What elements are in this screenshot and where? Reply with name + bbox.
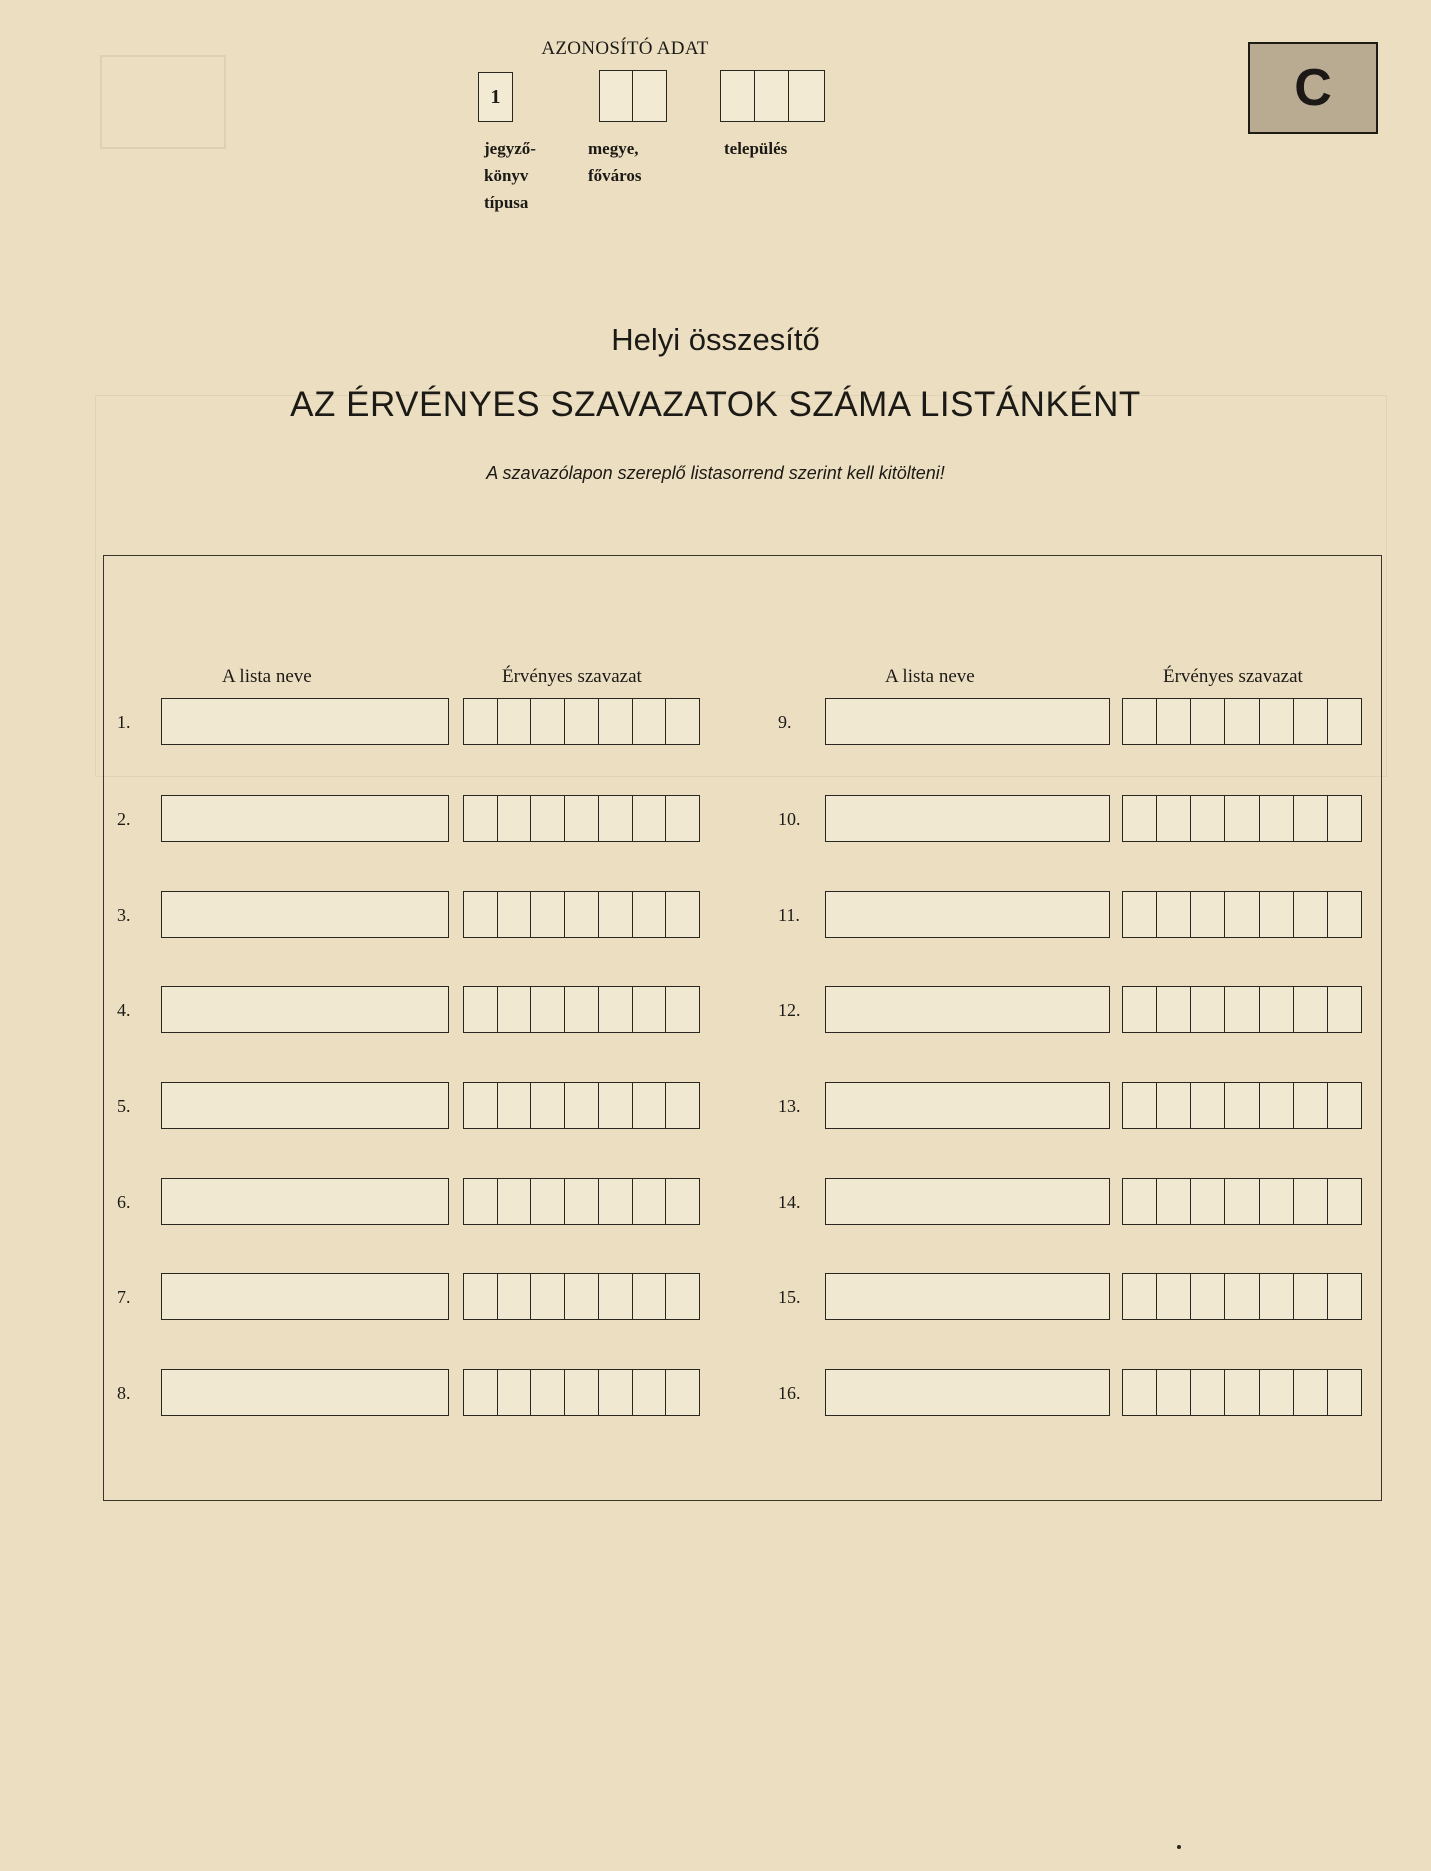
identifier-title: AZONOSÍTÓ ADAT bbox=[541, 38, 709, 59]
vote-digit-cell[interactable] bbox=[498, 1083, 532, 1128]
county-digit-1[interactable] bbox=[600, 71, 633, 121]
vote-digit-cell[interactable] bbox=[599, 1083, 633, 1128]
list-name-field[interactable] bbox=[161, 698, 449, 745]
vote-digit-cell[interactable] bbox=[1123, 892, 1157, 937]
vote-digit-cell[interactable] bbox=[531, 1274, 565, 1319]
vote-digit-cell[interactable] bbox=[1225, 1370, 1259, 1415]
paper-speck bbox=[1177, 1845, 1181, 1849]
vote-digit-cell[interactable] bbox=[1191, 796, 1225, 841]
vote-digit-cell[interactable] bbox=[1123, 1370, 1157, 1415]
vote-digit-cell[interactable] bbox=[1328, 699, 1361, 744]
ghost-show-through-logo bbox=[100, 55, 226, 149]
list-name-field[interactable] bbox=[825, 891, 1110, 938]
row-number: 13. bbox=[778, 1096, 801, 1116]
vote-digit-cell[interactable] bbox=[1191, 1179, 1225, 1224]
vote-digit-cell[interactable] bbox=[1157, 699, 1191, 744]
vote-digit-cell[interactable] bbox=[498, 1370, 532, 1415]
settlement-code-box[interactable] bbox=[720, 70, 825, 122]
vote-digit-cell[interactable] bbox=[599, 1274, 633, 1319]
vote-digit-cell[interactable] bbox=[633, 796, 667, 841]
vote-digit-cell[interactable] bbox=[464, 1179, 498, 1224]
list-name-field[interactable] bbox=[825, 698, 1110, 745]
vote-digit-cell[interactable] bbox=[1157, 796, 1191, 841]
vote-digit-cell[interactable] bbox=[666, 987, 699, 1032]
vote-digit-cell[interactable] bbox=[666, 1179, 699, 1224]
valid-votes-field[interactable] bbox=[463, 891, 700, 938]
list-name-field[interactable] bbox=[161, 1178, 449, 1225]
vote-digit-cell[interactable] bbox=[666, 1274, 699, 1319]
vote-digit-cell[interactable] bbox=[1328, 987, 1361, 1032]
vote-digit-cell[interactable] bbox=[464, 1370, 498, 1415]
vote-digit-cell[interactable] bbox=[464, 892, 498, 937]
vote-digit-cell[interactable] bbox=[1191, 892, 1225, 937]
row-number: 3. bbox=[117, 905, 131, 925]
vote-digit-cell[interactable] bbox=[1225, 987, 1259, 1032]
vote-digit-cell[interactable] bbox=[1328, 1179, 1361, 1224]
vote-digit-cell[interactable] bbox=[531, 987, 565, 1032]
vote-digit-cell[interactable] bbox=[531, 892, 565, 937]
fill-instruction: A szavazólapon szereplő listasorrend szerint kell kitölteni! bbox=[486, 463, 945, 483]
col-header-list-name-right: A lista neve bbox=[885, 666, 975, 687]
vote-digit-cell[interactable] bbox=[666, 699, 699, 744]
vote-digit-cell[interactable] bbox=[1157, 1370, 1191, 1415]
vote-digit-cell[interactable] bbox=[498, 796, 532, 841]
vote-digit-cell[interactable] bbox=[1191, 987, 1225, 1032]
record-type-box[interactable] bbox=[478, 72, 513, 122]
list-name-field[interactable] bbox=[161, 795, 449, 842]
vote-digit-cell[interactable] bbox=[565, 796, 599, 841]
vote-digit-cell[interactable] bbox=[599, 892, 633, 937]
vote-digit-cell[interactable] bbox=[531, 1179, 565, 1224]
row-number: 2. bbox=[117, 809, 131, 829]
vote-digit-cell[interactable] bbox=[633, 1179, 667, 1224]
col-header-valid-votes-left: Érvényes szavazat bbox=[502, 666, 642, 687]
settlement-digit-2[interactable] bbox=[755, 71, 789, 121]
vote-digit-cell[interactable] bbox=[1260, 699, 1294, 744]
vote-digit-cell[interactable] bbox=[464, 1083, 498, 1128]
valid-votes-field[interactable] bbox=[463, 1082, 700, 1129]
list-name-field[interactable] bbox=[161, 986, 449, 1033]
vote-digit-cell[interactable] bbox=[498, 1179, 532, 1224]
valid-votes-field[interactable] bbox=[1122, 698, 1362, 745]
list-name-field[interactable] bbox=[161, 1082, 449, 1129]
vote-digit-cell[interactable] bbox=[1225, 1179, 1259, 1224]
vote-digit-cell[interactable] bbox=[1328, 1083, 1361, 1128]
vote-digit-cell[interactable] bbox=[599, 987, 633, 1032]
vote-digit-cell[interactable] bbox=[1157, 1179, 1191, 1224]
vote-digit-cell[interactable] bbox=[666, 796, 699, 841]
settlement-digit-3[interactable] bbox=[789, 71, 824, 121]
vote-digit-cell[interactable] bbox=[1328, 796, 1361, 841]
vote-digit-cell[interactable] bbox=[1328, 1274, 1361, 1319]
vote-digit-cell[interactable] bbox=[633, 1370, 667, 1415]
record-type-digit: 1 bbox=[490, 85, 501, 108]
vote-digit-cell[interactable] bbox=[1260, 1083, 1294, 1128]
vote-digit-cell[interactable] bbox=[1294, 1370, 1328, 1415]
row-number: 1. bbox=[117, 712, 131, 732]
vote-digit-cell[interactable] bbox=[1260, 1370, 1294, 1415]
row-number: 6. bbox=[117, 1192, 131, 1212]
row-number: 16. bbox=[778, 1383, 801, 1403]
valid-votes-field[interactable] bbox=[1122, 1178, 1362, 1225]
list-name-field[interactable] bbox=[825, 1178, 1110, 1225]
county-digit-2[interactable] bbox=[633, 71, 666, 121]
vote-digit-cell[interactable] bbox=[633, 699, 667, 744]
vote-digit-cell[interactable] bbox=[599, 1179, 633, 1224]
row-number: 4. bbox=[117, 1000, 131, 1020]
vote-digit-cell[interactable] bbox=[1123, 987, 1157, 1032]
vote-digit-cell[interactable] bbox=[1123, 1274, 1157, 1319]
vote-digit-cell[interactable] bbox=[1294, 1274, 1328, 1319]
vote-digit-cell[interactable] bbox=[1225, 1274, 1259, 1319]
valid-votes-field[interactable] bbox=[1122, 1273, 1362, 1320]
vote-digit-cell[interactable] bbox=[1123, 1179, 1157, 1224]
vote-digit-cell[interactable] bbox=[1191, 1370, 1225, 1415]
vote-digit-cell[interactable] bbox=[1294, 1083, 1328, 1128]
vote-digit-cell[interactable] bbox=[599, 796, 633, 841]
vote-digit-cell[interactable] bbox=[599, 699, 633, 744]
list-name-field[interactable] bbox=[161, 1273, 449, 1320]
vote-digit-cell[interactable] bbox=[1260, 892, 1294, 937]
vote-digit-cell[interactable] bbox=[1157, 1274, 1191, 1319]
vote-digit-cell[interactable] bbox=[1123, 1083, 1157, 1128]
vote-digit-cell[interactable] bbox=[1191, 699, 1225, 744]
valid-votes-field[interactable] bbox=[463, 1178, 700, 1225]
vote-digit-cell[interactable] bbox=[1260, 987, 1294, 1032]
vote-digit-cell[interactable] bbox=[464, 987, 498, 1032]
form-type-badge: C bbox=[1248, 42, 1378, 134]
settlement-label: település bbox=[724, 139, 788, 158]
valid-votes-field[interactable] bbox=[1122, 795, 1362, 842]
record-type-label: jegyző- könyv típusa bbox=[484, 139, 536, 212]
valid-votes-field[interactable] bbox=[463, 986, 700, 1033]
vote-digit-cell[interactable] bbox=[1157, 987, 1191, 1032]
vote-digit-cell[interactable] bbox=[531, 796, 565, 841]
row-number: 10. bbox=[778, 809, 801, 829]
valid-votes-field[interactable] bbox=[1122, 891, 1362, 938]
vote-digit-cell[interactable] bbox=[1225, 699, 1259, 744]
vote-digit-cell[interactable] bbox=[498, 699, 532, 744]
vote-digit-cell[interactable] bbox=[1157, 1083, 1191, 1128]
vote-digit-cell[interactable] bbox=[633, 892, 667, 937]
vote-digit-cell[interactable] bbox=[666, 1370, 699, 1415]
row-number: 12. bbox=[778, 1000, 801, 1020]
vote-digit-cell[interactable] bbox=[633, 1274, 667, 1319]
vote-digit-cell[interactable] bbox=[1225, 892, 1259, 937]
vote-digit-cell[interactable] bbox=[464, 796, 498, 841]
row-number: 7. bbox=[117, 1287, 131, 1307]
valid-votes-field[interactable] bbox=[1122, 986, 1362, 1033]
list-name-field[interactable] bbox=[825, 986, 1110, 1033]
vote-digit-cell[interactable] bbox=[633, 987, 667, 1032]
valid-votes-field[interactable] bbox=[1122, 1369, 1362, 1416]
vote-digit-cell[interactable] bbox=[1157, 892, 1191, 937]
list-name-field[interactable] bbox=[825, 1369, 1110, 1416]
vote-digit-cell[interactable] bbox=[464, 1274, 498, 1319]
vote-digit-cell[interactable] bbox=[1294, 796, 1328, 841]
vote-digit-cell[interactable] bbox=[565, 987, 599, 1032]
vote-digit-cell[interactable] bbox=[498, 987, 532, 1032]
vote-digit-cell[interactable] bbox=[1294, 987, 1328, 1032]
col-header-list-name-left: A lista neve bbox=[222, 666, 312, 687]
vote-digit-cell[interactable] bbox=[1294, 1179, 1328, 1224]
row-number: 11. bbox=[778, 905, 800, 925]
row-number: 15. bbox=[778, 1287, 801, 1307]
valid-votes-field[interactable] bbox=[463, 1273, 700, 1320]
vote-digit-cell[interactable] bbox=[1123, 699, 1157, 744]
vote-digit-cell[interactable] bbox=[1260, 1274, 1294, 1319]
county-label: megye, főváros bbox=[588, 139, 642, 185]
vote-digit-cell[interactable] bbox=[1260, 1179, 1294, 1224]
vote-digit-cell[interactable] bbox=[1225, 1083, 1259, 1128]
vote-digit-cell[interactable] bbox=[666, 892, 699, 937]
vote-digit-cell[interactable] bbox=[1123, 796, 1157, 841]
vote-digit-cell[interactable] bbox=[498, 892, 532, 937]
row-number: 9. bbox=[778, 712, 792, 732]
row-number: 14. bbox=[778, 1192, 801, 1212]
valid-votes-field[interactable] bbox=[463, 1369, 700, 1416]
row-number: 5. bbox=[117, 1096, 131, 1116]
vote-digit-cell[interactable] bbox=[565, 1179, 599, 1224]
county-code-box[interactable] bbox=[599, 70, 667, 122]
vote-digit-cell[interactable] bbox=[565, 699, 599, 744]
vote-digit-cell[interactable] bbox=[666, 1083, 699, 1128]
col-header-valid-votes-right: Érvényes szavazat bbox=[1163, 666, 1303, 687]
valid-votes-field[interactable] bbox=[1122, 1082, 1362, 1129]
vote-digit-cell[interactable] bbox=[1328, 892, 1361, 937]
row-number: 8. bbox=[117, 1383, 131, 1403]
vote-digit-cell[interactable] bbox=[1191, 1083, 1225, 1128]
list-name-field[interactable] bbox=[825, 1082, 1110, 1129]
list-name-field[interactable] bbox=[825, 1273, 1110, 1320]
vote-digit-cell[interactable] bbox=[531, 699, 565, 744]
vote-digit-cell[interactable] bbox=[498, 1274, 532, 1319]
vote-digit-cell[interactable] bbox=[565, 1083, 599, 1128]
settlement-digit-1[interactable] bbox=[721, 71, 755, 121]
valid-votes-field[interactable] bbox=[463, 795, 700, 842]
vote-digit-cell[interactable] bbox=[599, 1370, 633, 1415]
page-subheading: AZ ÉRVÉNYES SZAVAZATOK SZÁMA LISTÁNKÉNT bbox=[290, 385, 1141, 424]
vote-digit-cell[interactable] bbox=[633, 1083, 667, 1128]
valid-votes-field[interactable] bbox=[463, 698, 700, 745]
list-name-field[interactable] bbox=[161, 1369, 449, 1416]
vote-digit-cell[interactable] bbox=[1328, 1370, 1361, 1415]
vote-digit-cell[interactable] bbox=[565, 1370, 599, 1415]
list-name-field[interactable] bbox=[825, 795, 1110, 842]
vote-digit-cell[interactable] bbox=[1225, 796, 1259, 841]
vote-digit-cell[interactable] bbox=[1191, 1274, 1225, 1319]
vote-digit-cell[interactable] bbox=[531, 1370, 565, 1415]
vote-digit-cell[interactable] bbox=[565, 1274, 599, 1319]
page-heading: Helyi összesítő bbox=[611, 322, 820, 357]
vote-digit-cell[interactable] bbox=[1294, 699, 1328, 744]
vote-digit-cell[interactable] bbox=[565, 892, 599, 937]
vote-digit-cell[interactable] bbox=[531, 1083, 565, 1128]
vote-digit-cell[interactable] bbox=[1294, 892, 1328, 937]
list-name-field[interactable] bbox=[161, 891, 449, 938]
vote-digit-cell[interactable] bbox=[1260, 796, 1294, 841]
vote-digit-cell[interactable] bbox=[464, 699, 498, 744]
